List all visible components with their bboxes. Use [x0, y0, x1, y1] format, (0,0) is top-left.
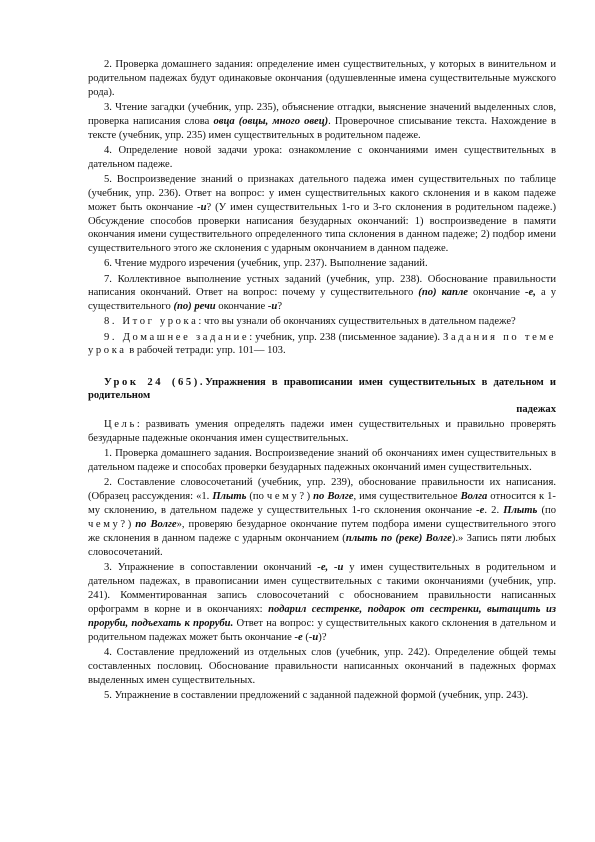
text: ).» Запись пяти любых словосочетаний. — [88, 533, 556, 558]
text: (по — [246, 491, 267, 503]
ending: -и — [267, 301, 278, 313]
text: », проверяю безударное окончание путем подбора имени существительного этого же склонения в данном падеже с ударным окончанием ( — [88, 519, 556, 545]
ending: -е, — [525, 287, 536, 299]
lesson-title: Упражнения в правописании имен существительных в дательном и родительном — [88, 376, 556, 402]
text: окончание — [468, 287, 526, 299]
text: окончание — [215, 301, 268, 313]
paragraph-goal — [88, 418, 556, 446]
paragraph-dative-signs — [88, 173, 556, 256]
text: , имя существительное — [353, 491, 461, 503]
lesson-number: Урок 24 (65). — [104, 376, 206, 388]
lesson-title-end: падежах — [516, 404, 556, 416]
italic-word: по Волге — [135, 519, 177, 531]
text: а у существительного — [88, 287, 556, 313]
spacer — [88, 360, 556, 376]
text: . 2. — [484, 505, 504, 517]
paragraph-riddle — [88, 101, 556, 143]
italic-word: по Волге — [313, 491, 354, 503]
spaced-question: чему? — [88, 519, 128, 531]
italic-word: овца (овцы, много овец) — [213, 115, 329, 127]
text: ) — [127, 519, 136, 531]
text: . Проверочное списывание текста. Нахождение в тексте (учебник, упр. 235) имен существительных в родительном падеже. — [88, 115, 556, 141]
italic-word: (по) речи — [173, 301, 216, 313]
spaced-label: Задания по теме урока — [88, 331, 556, 357]
text: 7. Коллективное выполнение устных заданий (учебник, упр. 238). Обоснование правильности написания окончаний. Ответ на вопрос: почему у существительного — [88, 273, 556, 299]
ending: -е — [294, 631, 303, 643]
text: (по — [537, 505, 556, 517]
paragraph-4: 4. Составление предложений из отдельных слов (учебник, упр. 242). Определение общей темы составленных пословиц. Обоснование правильности написанных окончаний в падежных формах выделенных имен существительных. — [88, 646, 556, 686]
document-page — [88, 58, 556, 704]
italic-word: (по) капле — [418, 287, 469, 299]
paragraph-5: 5. Упражнение в составлении предложений с заданной падежной формой (учебник, упр. 243). — [104, 689, 529, 701]
text: : развивать умения определять падежи имен существительных и правильно проверять безударные падежные окончания имен существительных. — [88, 419, 556, 445]
text: ) — [306, 491, 314, 503]
paragraph-1: 1. Проверка домашнего задания. Воспроизведение знаний об окончаниях имен существительных в дательном падеже и способах проверки безударных падежных окончаний имен существительных. — [88, 448, 556, 474]
text: Ответ на вопрос: у существительных какого склонения в дательном и родительном падежах может быть окончание — [88, 617, 556, 643]
italic-word: плыть по (реке) Волге — [345, 533, 452, 545]
text: 3. Упражнение в сопоставлении окончаний — [104, 562, 318, 574]
italic-word: Волга — [460, 491, 488, 503]
text: )? — [318, 631, 327, 643]
paragraph-2 — [88, 476, 556, 559]
spaced-label: 9. Домашнее задание — [104, 331, 250, 343]
text: 2. Составление словосочетаний (учебник, упр. 239), обоснование правильности их написания. (Образец рассуждения: «1. — [88, 477, 556, 503]
ending: -е, -и — [317, 562, 344, 574]
text: : что вы узнали об окончаниях существительных в дательном падеже? — [198, 316, 516, 328]
paragraph-homework-check: 2. Проверка домашнего задания: определение имен существительных, у которых в винительном и родительном падежах будут одинаковые окончания (одушевленные имена существительные мужского рода). — [88, 59, 556, 98]
paragraph-3 — [88, 561, 556, 644]
paragraph-collective-tasks — [88, 273, 556, 315]
paragraph-new-task: 4. Определение новой задачи урока: ознакомление с окончаниями имен существительных в дательном падеже. — [88, 144, 556, 170]
spaced-label: 8. Итог урока — [104, 316, 199, 328]
text: относится к 1-му склонению, в дательном падеже у существительных 1-го склонения окончание — [88, 491, 556, 517]
paragraph-lesson-summary — [88, 315, 556, 329]
ending: -и — [197, 201, 207, 213]
paragraph-homework — [88, 331, 556, 359]
lesson-heading — [88, 376, 556, 418]
paragraph-wise-saying: 6. Чтение мудрого изречения (учебник, упр. 237). Выполнение заданий. — [104, 258, 428, 270]
text: : учебник, упр. 238 (письменное задание). — [249, 331, 441, 343]
text: 5. Воспроизведение знаний о признаках дательного падежа имен существительных по таблице (учебник, упр. 236). Ответ на вопрос: у имен существительных какого склонения и в каком падеже может быть окончание — [88, 173, 556, 213]
spaced-label: Цель — [104, 419, 137, 431]
text: ? — [277, 301, 283, 313]
ending: -и — [308, 631, 319, 643]
italic-word: Плыть — [503, 505, 538, 517]
spaced-question: чему? — [266, 491, 307, 503]
text: ( — [302, 631, 309, 643]
text: в рабочей тетради: упр. 101— 103. — [126, 345, 286, 357]
text: 3. Чтение загадки (учебник, упр. 235), объяснение отгадки, выяснение значений выделенных слов, проверка написания слова — [88, 101, 556, 127]
text: ? (У имен существительных 1-го и 3-го склонения в родительном падеже.) Обсуждение способов проверки написания безударных окончаний: 1) воспроизведение в памяти окончания имени существительного определенного типа склонения в данном падеже; 2) подбор имени существительного этого же склонения с ударным окончанием в данном падеже. — [88, 201, 557, 255]
text: у имен существительных в родительном и дательном падежах, в правописании имен существительных с такими окончаниями (учебник, упр. 241). Комментированная запись словосочетаний с обоснованием правильности написанных орфограмм в корне и в окончаниях: — [88, 562, 556, 615]
ending: -е — [476, 505, 485, 517]
italic-word: Плыть — [212, 491, 247, 503]
italic-phrases: подарил сестренке, подарок от сестренки, вытащить из проруби, подъехать к проруби. — [88, 603, 556, 629]
